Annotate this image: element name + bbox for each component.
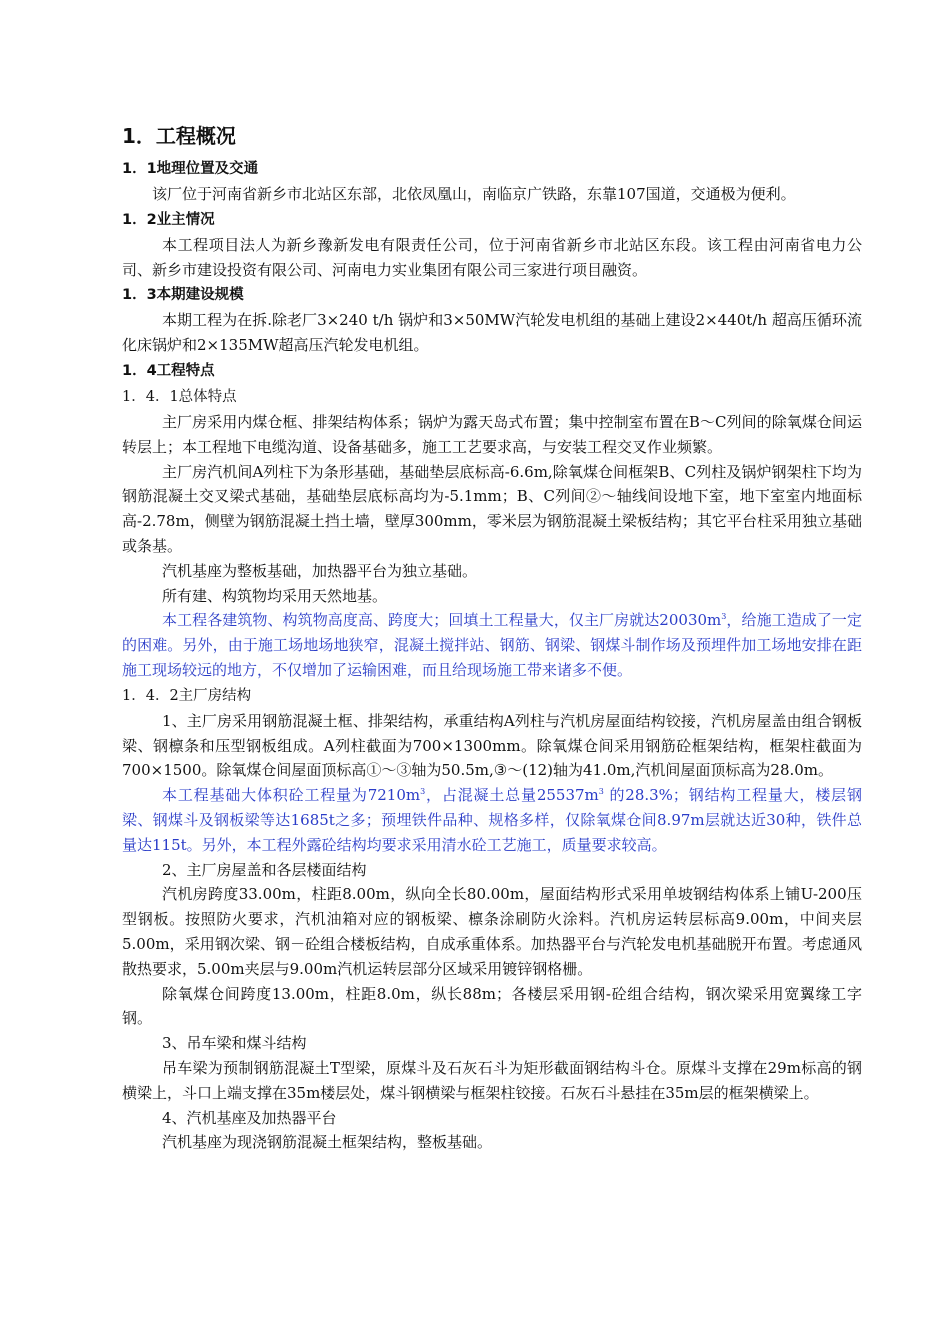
section-heading-owner: 1．2业主情况 bbox=[122, 211, 215, 228]
text-fragment: ，给施工造成了一定的困难。另外，由于施工场地场地狭窄，混凝土搅拌站、钢筋、钢梁、钢煤斗制作场及预埋件加工场地安排在距施工现场较远的地方，不仅增加了运输困难，而且给现场施工带来诸多不便。 bbox=[122, 611, 862, 679]
item-heading-roof: 2、主厂房屋盖和各层楼面结构 bbox=[162, 860, 367, 879]
paragraph-scale: 本期工程为在拆.除老厂3×240 t/h 锅炉和3×50MW汽轮发电机组的基础上建设2×440t/h 超高压循环流化床锅炉和2×135MW超高压汽轮发电机组。 bbox=[122, 311, 862, 355]
item-heading-crane: 3、吊车梁和煤斗结构 bbox=[162, 1034, 307, 1053]
paragraph-overall-4: 所有建、构筑物均采用天然地基。 bbox=[162, 586, 388, 605]
subsection-heading-main-building: 1．4．2主厂房结构 bbox=[122, 687, 252, 704]
paragraph-turbine-base: 汽机基座为现浇钢筋混凝土框架结构，整板基础。 bbox=[162, 1133, 493, 1152]
paragraph-roof-1: 汽机房跨度33.00m，柱距8.00m，纵向全长80.00m，屋面结构形式采用单坡钢结构体系上铺U-200压型钢板。按照防火要求，汽机油箱对应的钢板梁、檩条涂刷防火涂料。汽机房运转层标高9.00m，中间夹层5.00m，采用钢次梁、钢－砼组合楼板结构，自成承重体系。加热器平台与汽轮发电机基础脱开布置。考虑通风散热要求，5.00m夹层与9.00m汽机运转层部分区域采用镀锌钢格栅。 bbox=[122, 885, 862, 978]
paragraph-roof-2: 除氧煤仓间跨度13.00m，柱距8.0m，纵长88m；各楼层采用钢-砼组合结构，钢次梁采用宽翼缘工字钢。 bbox=[122, 984, 862, 1028]
paragraph-owner: 本工程项目法人为新乡豫新发电有限责任公司，位于河南省新乡市北站区东段。该工程由河南省电力公司、新乡市建设投资有限公司、河南电力实业集团有限公司三家进行项目融资。 bbox=[122, 235, 862, 279]
paragraph-overall-5-highlight bbox=[122, 608, 862, 682]
superscript: 3 bbox=[721, 612, 727, 622]
section-heading-scale: 1．3本期建设规模 bbox=[122, 287, 244, 304]
superscript: 3 bbox=[598, 787, 604, 797]
paragraph-main-building-1: 1、主厂房采用钢筋混凝土框、排架结构，承重结构A列柱与汽机房屋面结构铰接，汽机房屋盖由组合钢板梁、钢檩条和压型钢板组成。A列柱截面为700×1300mm。除氧煤仓间采用钢筋砼框架结构，框架柱截面为700×1500。除氧煤仓间屋面顶标高①～③轴为50.5m,③～(12)轴为41.0m,汽机间屋面顶标高为28.0m。 bbox=[122, 711, 862, 780]
item-heading-turbine-base: 4、汽机基座及加热器平台 bbox=[162, 1108, 337, 1127]
document-title: 1．工程概况 bbox=[122, 124, 236, 148]
paragraph-overall-3: 汽机基座为整板基础，加热器平台为独立基础。 bbox=[162, 561, 478, 580]
text-fragment: ，占混凝土总量25537m bbox=[425, 786, 599, 805]
text-fragment: 本工程各建筑物、构筑物高度高、跨度大；回填土工程量大，仅主厂房就达20030m bbox=[162, 611, 722, 630]
text-fragment: 的28.3%；钢结构工程量大，楼层钢梁、钢煤斗及钢板梁等达1685t之多；预埋铁件品种、规格多样，仅除氧煤仓间8.97m层就达近30种，铁件总量达115t。另外，本工程外露砼结构均要求采用清水砼工艺施工，质量要求较高。 bbox=[122, 786, 862, 854]
paragraph-crane: 吊车梁为预制钢筋混凝土T型梁，原煤斗及石灰石斗为矩形截面钢结构斗仓。原煤斗支撑在29m标高的钢横梁上，斗口上端支撑在35m楼层处，煤斗钢横梁与框架柱铰接。石灰石斗悬挂在35m层的框架横梁上。 bbox=[122, 1058, 862, 1102]
text-fragment: 本工程基础大体积砼工程量为7210m bbox=[162, 786, 421, 805]
superscript: 3 bbox=[420, 787, 426, 797]
paragraph-main-building-2-highlight bbox=[122, 783, 862, 857]
paragraph-overall-1: 主厂房采用内煤仓框、排架结构体系；锅炉为露天岛式布置；集中控制室布置在B～C列间的除氧煤仓间运转层上；本工程地下电缆沟道、设备基础多，施工工艺要求高，与安装工程交叉作业频繁。 bbox=[122, 412, 862, 456]
section-heading-features: 1．4工程特点 bbox=[122, 362, 215, 379]
document-page bbox=[122, 118, 862, 1155]
section-heading-location: 1．1地理位置及交通 bbox=[122, 161, 259, 177]
paragraph-location: 该厂位于河南省新乡市北站区东部，北依凤凰山，南临京广铁路，东靠107国道，交通极为便利。 bbox=[152, 185, 796, 203]
subsection-heading-overall: 1．4．1总体特点 bbox=[122, 388, 237, 405]
paragraph-overall-2: 主厂房汽机间A列柱下为条形基础，基础垫层底标高-6.6m,除氧煤仓间框架B、C列柱及锅炉钢架柱下均为钢筋混凝土交叉梁式基础，基础垫层底标高均为-5.1mm；B、C列间②～轴线间设地下室，地下室室内地面标高-2.78m，侧壁为钢筋混凝土挡土墙，壁厚300mm，零米层为钢筋混凝土梁板结构；其它平台柱采用独立基础或条基。 bbox=[122, 462, 862, 555]
